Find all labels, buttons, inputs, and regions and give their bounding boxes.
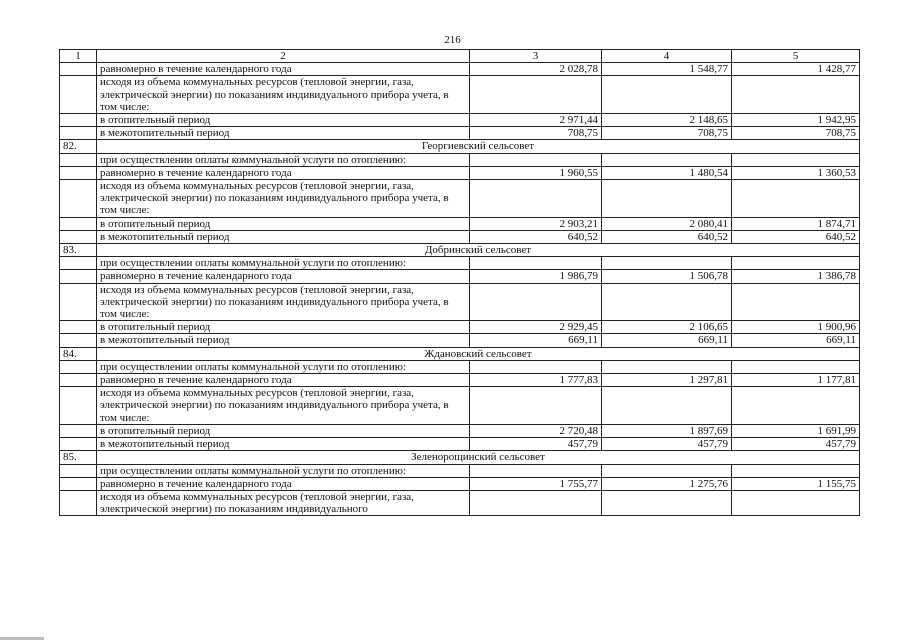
value-col-3	[470, 464, 602, 477]
row-index	[60, 76, 97, 114]
table-row	[60, 477, 860, 490]
value-col-4	[602, 153, 732, 166]
value-col-3	[470, 490, 602, 515]
value-col-5: 640,52	[732, 230, 860, 243]
value-col-5	[732, 490, 860, 515]
table-row	[60, 166, 860, 179]
table-row	[60, 490, 860, 515]
value-col-5: 1 360,53	[732, 166, 860, 179]
table-row	[60, 270, 860, 283]
value-col-4: 1 480,54	[602, 166, 732, 179]
table-row	[60, 76, 860, 114]
table-row	[60, 153, 860, 166]
row-index: 85.	[60, 451, 97, 464]
value-col-4: 1 548,77	[602, 63, 732, 76]
row-description: при осуществлении оплаты коммунальной услуги по отоплению:	[97, 464, 470, 477]
value-col-5: 1 942,95	[732, 114, 860, 127]
row-description: в межотопительный период	[97, 230, 470, 243]
table-row	[60, 114, 860, 127]
row-description: исходя из объема коммунальных ресурсов (тепловой энергии, газа, электрической энергии) по показаниям индивидуального прибора учета, в том числе:	[97, 180, 470, 218]
value-col-3: 669,11	[470, 334, 602, 347]
value-col-5	[732, 257, 860, 270]
value-col-3: 457,79	[470, 438, 602, 451]
row-index	[60, 153, 97, 166]
table-row	[60, 257, 860, 270]
value-col-4	[602, 283, 732, 321]
value-col-4: 1 897,69	[602, 424, 732, 437]
table-row	[60, 283, 860, 321]
table-row	[60, 387, 860, 425]
row-index	[60, 360, 97, 373]
value-col-3: 2 720,48	[470, 424, 602, 437]
row-index	[60, 257, 97, 270]
value-col-4	[602, 257, 732, 270]
tariff-table	[59, 49, 860, 516]
value-col-3: 2 929,45	[470, 321, 602, 334]
row-description: при осуществлении оплаты коммунальной услуги по отоплению:	[97, 153, 470, 166]
value-col-4: 2 080,41	[602, 217, 732, 230]
row-description: равномерно в течение календарного года	[97, 477, 470, 490]
value-col-4: 457,79	[602, 438, 732, 451]
value-col-4	[602, 490, 732, 515]
row-description: при осуществлении оплаты коммунальной услуги по отоплению:	[97, 257, 470, 270]
value-col-5: 669,11	[732, 334, 860, 347]
section-heading-row	[60, 244, 860, 257]
section-heading: Зеленорощинский сельсовет	[97, 451, 860, 464]
value-col-3	[470, 360, 602, 373]
row-index	[60, 63, 97, 76]
value-col-5: 1 177,81	[732, 374, 860, 387]
row-description: исходя из объема коммунальных ресурсов (тепловой энергии, газа, электрической энергии) по показаниям индивидуального	[97, 490, 470, 515]
table-row	[60, 180, 860, 218]
value-col-3: 2 903,21	[470, 217, 602, 230]
value-col-5	[732, 387, 860, 425]
row-description: в отопительный период	[97, 321, 470, 334]
value-col-3	[470, 283, 602, 321]
row-index: 83.	[60, 244, 97, 257]
value-col-4: 640,52	[602, 230, 732, 243]
value-col-4	[602, 76, 732, 114]
value-col-4: 708,75	[602, 127, 732, 140]
value-col-3	[470, 153, 602, 166]
value-col-4	[602, 180, 732, 218]
row-description: равномерно в течение календарного года	[97, 166, 470, 179]
table-row	[60, 230, 860, 243]
value-col-5	[732, 180, 860, 218]
table-body	[60, 63, 860, 516]
section-heading: Добринский сельсовет	[97, 244, 860, 257]
value-col-3: 708,75	[470, 127, 602, 140]
value-col-5: 1 900,96	[732, 321, 860, 334]
value-col-3	[470, 257, 602, 270]
value-col-4: 2 106,65	[602, 321, 732, 334]
row-index	[60, 477, 97, 490]
value-col-3	[470, 180, 602, 218]
table-row	[60, 63, 860, 76]
row-index	[60, 490, 97, 515]
row-description: в межотопительный период	[97, 127, 470, 140]
row-index	[60, 230, 97, 243]
table-row	[60, 424, 860, 437]
row-description: исходя из объема коммунальных ресурсов (тепловой энергии, газа, электрической энергии) по показаниям индивидуального прибора учета, в том числе:	[97, 387, 470, 425]
value-col-5: 1 691,99	[732, 424, 860, 437]
table-row	[60, 217, 860, 230]
section-heading-row	[60, 451, 860, 464]
value-col-3: 640,52	[470, 230, 602, 243]
table-row	[60, 321, 860, 334]
table-row	[60, 127, 860, 140]
row-index	[60, 270, 97, 283]
value-col-5	[732, 153, 860, 166]
column-header: 3	[470, 50, 602, 63]
row-index: 84.	[60, 347, 97, 360]
section-heading: Ждановский сельсовет	[97, 347, 860, 360]
row-description: при осуществлении оплаты коммунальной услуги по отоплению:	[97, 360, 470, 373]
row-index	[60, 127, 97, 140]
value-col-4	[602, 387, 732, 425]
value-col-3: 1 986,79	[470, 270, 602, 283]
row-description: исходя из объема коммунальных ресурсов (тепловой энергии, газа, электрической энергии) по показаниям индивидуального прибора учета, в том числе:	[97, 283, 470, 321]
row-description: равномерно в течение календарного года	[97, 63, 470, 76]
value-col-5	[732, 76, 860, 114]
value-col-3: 2 028,78	[470, 63, 602, 76]
column-header: 5	[732, 50, 860, 63]
table-row	[60, 374, 860, 387]
row-description: равномерно в течение календарного года	[97, 270, 470, 283]
page-number: 216	[444, 34, 461, 46]
row-index	[60, 180, 97, 218]
row-index	[60, 387, 97, 425]
row-description: равномерно в течение календарного года	[97, 374, 470, 387]
table-row	[60, 334, 860, 347]
row-index	[60, 424, 97, 437]
value-col-4	[602, 464, 732, 477]
table-row	[60, 438, 860, 451]
value-col-4: 1 506,78	[602, 270, 732, 283]
table-header-row	[60, 50, 860, 63]
row-index	[60, 283, 97, 321]
value-col-3: 1 960,55	[470, 166, 602, 179]
value-col-5	[732, 360, 860, 373]
value-col-4: 1 297,81	[602, 374, 732, 387]
column-header: 1	[60, 50, 97, 63]
value-col-5: 1 874,71	[732, 217, 860, 230]
value-col-5	[732, 464, 860, 477]
row-description: в отопительный период	[97, 424, 470, 437]
value-col-5: 708,75	[732, 127, 860, 140]
row-description: в межотопительный период	[97, 438, 470, 451]
value-col-3	[470, 387, 602, 425]
row-index	[60, 464, 97, 477]
row-description: в отопительный период	[97, 217, 470, 230]
value-col-5: 1 428,77	[732, 63, 860, 76]
row-index	[60, 334, 97, 347]
row-index	[60, 321, 97, 334]
value-col-4	[602, 360, 732, 373]
value-col-4: 669,11	[602, 334, 732, 347]
value-col-3: 1 755,77	[470, 477, 602, 490]
value-col-5: 1 386,78	[732, 270, 860, 283]
row-index	[60, 217, 97, 230]
value-col-3	[470, 76, 602, 114]
row-index	[60, 438, 97, 451]
table-row	[60, 360, 860, 373]
column-header: 4	[602, 50, 732, 63]
section-heading-row	[60, 347, 860, 360]
table-row	[60, 464, 860, 477]
row-index	[60, 374, 97, 387]
section-heading: Георгиевский сельсовет	[97, 140, 860, 153]
row-description: в межотопительный период	[97, 334, 470, 347]
column-header: 2	[97, 50, 470, 63]
section-heading-row	[60, 140, 860, 153]
row-description: в отопительный период	[97, 114, 470, 127]
value-col-4: 2 148,65	[602, 114, 732, 127]
value-col-5: 1 155,75	[732, 477, 860, 490]
value-col-5: 457,79	[732, 438, 860, 451]
row-index	[60, 114, 97, 127]
row-index: 82.	[60, 140, 97, 153]
value-col-3: 1 777,83	[470, 374, 602, 387]
row-index	[60, 166, 97, 179]
value-col-5	[732, 283, 860, 321]
value-col-3: 2 971,44	[470, 114, 602, 127]
value-col-4: 1 275,76	[602, 477, 732, 490]
row-description: исходя из объема коммунальных ресурсов (тепловой энергии, газа, электрической энергии) по показаниям индивидуального прибора учета, в том числе:	[97, 76, 470, 114]
